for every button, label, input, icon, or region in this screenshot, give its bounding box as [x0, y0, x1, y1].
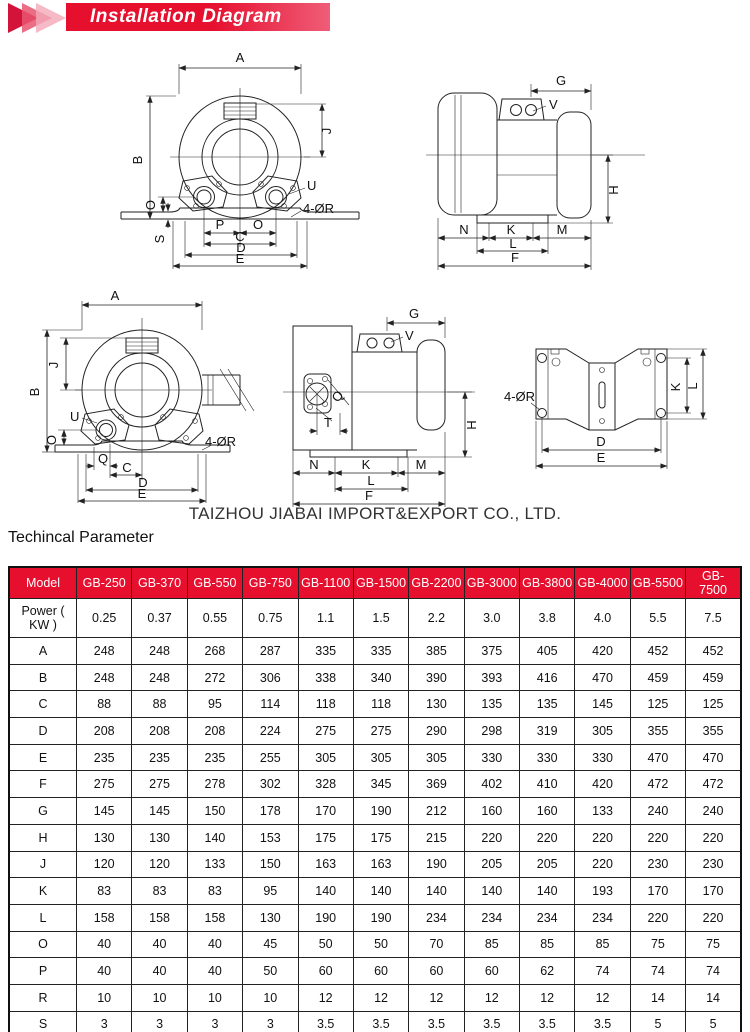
param-cell: 88: [132, 691, 187, 718]
param-cell: 10: [132, 984, 187, 1011]
param-cell: 145: [132, 798, 187, 825]
header-row: [9, 567, 741, 599]
param-cell: 7.5: [686, 599, 741, 638]
param-cell: 3: [132, 1011, 187, 1032]
param-cell: 393: [464, 664, 519, 691]
param-cell: 220: [575, 851, 630, 878]
dim-label-m: M: [415, 457, 427, 472]
param-cell: 120: [77, 851, 132, 878]
dim-label-m: M: [556, 222, 568, 237]
param-cell: 330: [464, 744, 519, 771]
param-cell: 220: [630, 904, 685, 931]
param-cell: 240: [686, 798, 741, 825]
page-title: Installation Diagram: [90, 6, 282, 27]
param-cell: 12: [353, 984, 408, 1011]
param-cell: 420: [575, 638, 630, 665]
dim-label-o-side: O: [143, 199, 158, 211]
param-cell: 95: [243, 878, 298, 905]
param-cell: 60: [353, 958, 408, 985]
param-cell: 10: [187, 984, 242, 1011]
table-row: [9, 1011, 741, 1032]
param-cell: 278: [187, 771, 242, 798]
param-cell: 83: [132, 878, 187, 905]
dim-label-v: V: [405, 328, 414, 343]
param-cell: 150: [187, 798, 242, 825]
param-cell: 208: [77, 718, 132, 745]
dim-label-o-bottom: O: [252, 217, 264, 232]
param-cell: 170: [630, 878, 685, 905]
param-cell: 5: [630, 1011, 685, 1032]
param-cell: 2.2: [409, 599, 464, 638]
dim-label-e: E: [137, 486, 147, 501]
dim-label-s: S: [152, 234, 167, 244]
param-cell: 220: [686, 824, 741, 851]
dim-label-l: L: [685, 382, 700, 390]
column-header: GB-7500: [686, 567, 741, 599]
param-cell: 193: [575, 878, 630, 905]
param-cell: 40: [77, 931, 132, 958]
table-body: [9, 599, 741, 1032]
table-row: [9, 798, 741, 825]
param-cell: 40: [187, 958, 242, 985]
param-cell: 3.8: [520, 599, 575, 638]
param-cell: 355: [630, 718, 685, 745]
param-cell: 268: [187, 638, 242, 665]
param-cell: 0.75: [243, 599, 298, 638]
param-cell: 0.37: [132, 599, 187, 638]
param-cell: 275: [353, 718, 408, 745]
dim-label-a: A: [235, 50, 245, 65]
param-cell: 62: [520, 958, 575, 985]
row-label: F: [9, 771, 77, 798]
row-label: O: [9, 931, 77, 958]
side-view-top: [426, 73, 645, 270]
param-cell: 190: [298, 904, 353, 931]
param-cell: 125: [686, 691, 741, 718]
param-cell: 130: [409, 691, 464, 718]
param-cell: 3.5: [520, 1011, 575, 1032]
param-cell: 328: [298, 771, 353, 798]
row-label: G: [9, 798, 77, 825]
param-cell: 410: [520, 771, 575, 798]
param-cell: 40: [132, 931, 187, 958]
param-cell: 74: [686, 958, 741, 985]
param-cell: 158: [77, 904, 132, 931]
param-cell: 287: [243, 638, 298, 665]
dim-label-f: F: [365, 488, 373, 503]
param-cell: 12: [520, 984, 575, 1011]
param-cell: 120: [132, 851, 187, 878]
param-cell: 335: [298, 638, 353, 665]
dim-label-k: K: [668, 382, 683, 392]
param-cell: 345: [353, 771, 408, 798]
param-cell: 335: [353, 638, 408, 665]
table-row: [9, 718, 741, 745]
param-cell: 272: [187, 664, 242, 691]
param-cell: 10: [77, 984, 132, 1011]
dim-label-b: B: [27, 387, 42, 397]
table-row: [9, 984, 741, 1011]
column-header: GB-3000: [464, 567, 519, 599]
param-cell: 3.5: [464, 1011, 519, 1032]
param-cell: 220: [520, 824, 575, 851]
dim-label-d: D: [236, 240, 246, 255]
param-cell: 74: [575, 958, 630, 985]
param-cell: 190: [353, 904, 408, 931]
dim-label-n: N: [459, 222, 469, 237]
param-cell: 319: [520, 718, 575, 745]
param-cell: 50: [298, 931, 353, 958]
row-label: P: [9, 958, 77, 985]
param-cell: 3: [243, 1011, 298, 1032]
dim-label-u: U: [70, 409, 80, 424]
dim-label-k: K: [506, 222, 516, 237]
param-cell: 60: [298, 958, 353, 985]
param-cell: 248: [132, 664, 187, 691]
dim-label-e: E: [235, 251, 245, 266]
dim-label-q: Q: [328, 387, 347, 405]
param-cell: 130: [77, 824, 132, 851]
param-cell: 83: [77, 878, 132, 905]
column-header: GB-370: [132, 567, 187, 599]
param-cell: 355: [686, 718, 741, 745]
param-cell: 70: [409, 931, 464, 958]
param-cell: 452: [686, 638, 741, 665]
dim-label-k: K: [361, 457, 371, 472]
param-cell: 248: [77, 664, 132, 691]
param-cell: 275: [298, 718, 353, 745]
param-cell: 85: [575, 931, 630, 958]
dim-label-h: H: [606, 185, 621, 195]
column-header: GB-1500: [353, 567, 408, 599]
dim-label-c: C: [122, 460, 132, 475]
column-header: GB-4000: [575, 567, 630, 599]
dim-label-f: F: [511, 250, 519, 265]
row-label: C: [9, 691, 77, 718]
table-row: [9, 744, 741, 771]
param-cell: 0.25: [77, 599, 132, 638]
param-cell: 290: [409, 718, 464, 745]
row-label: E: [9, 744, 77, 771]
column-header: GB-5500: [630, 567, 685, 599]
dim-label-q: Q: [97, 451, 109, 466]
table-row: [9, 958, 741, 985]
param-cell: 220: [686, 904, 741, 931]
table-row: [9, 691, 741, 718]
param-cell: 234: [409, 904, 464, 931]
param-cell: 338: [298, 664, 353, 691]
param-cell: 3.5: [353, 1011, 408, 1032]
param-cell: 140: [187, 824, 242, 851]
dim-label-j: J: [319, 127, 334, 135]
param-cell: 305: [298, 744, 353, 771]
param-cell: 205: [520, 851, 575, 878]
dim-label-u: U: [307, 178, 317, 193]
dim-label-l: L: [509, 236, 517, 251]
column-header: GB-550: [187, 567, 242, 599]
column-header: GB-3800: [520, 567, 575, 599]
param-cell: 3: [77, 1011, 132, 1032]
param-cell: 40: [77, 958, 132, 985]
param-cell: 1.1: [298, 599, 353, 638]
param-cell: 385: [409, 638, 464, 665]
param-cell: 452: [630, 638, 685, 665]
param-cell: 255: [243, 744, 298, 771]
installation-diagram: [0, 0, 750, 515]
param-cell: 208: [132, 718, 187, 745]
param-cell: 220: [464, 824, 519, 851]
param-cell: 405: [520, 638, 575, 665]
param-cell: 133: [575, 798, 630, 825]
param-cell: 170: [686, 878, 741, 905]
param-cell: 3.5: [575, 1011, 630, 1032]
param-cell: 369: [409, 771, 464, 798]
param-cell: 305: [409, 744, 464, 771]
dim-label-d: D: [596, 434, 606, 449]
param-cell: 130: [243, 904, 298, 931]
table-row: [9, 931, 741, 958]
param-cell: 5: [686, 1011, 741, 1032]
row-label: K: [9, 878, 77, 905]
param-cell: 275: [132, 771, 187, 798]
param-cell: 135: [464, 691, 519, 718]
param-cell: 135: [520, 691, 575, 718]
param-cell: 88: [77, 691, 132, 718]
table-row: [9, 904, 741, 931]
param-cell: 190: [409, 851, 464, 878]
param-cell: 305: [353, 744, 408, 771]
param-cell: 12: [409, 984, 464, 1011]
dim-label-g: G: [555, 73, 567, 88]
param-cell: 230: [686, 851, 741, 878]
dim-label-c: C: [235, 229, 245, 244]
dim-label-t: T: [324, 415, 332, 430]
param-cell: 14: [630, 984, 685, 1011]
param-cell: 375: [464, 638, 519, 665]
param-cell: 45: [243, 931, 298, 958]
param-cell: 170: [298, 798, 353, 825]
param-cell: 275: [77, 771, 132, 798]
param-cell: 248: [77, 638, 132, 665]
param-cell: 163: [353, 851, 408, 878]
param-cell: 12: [575, 984, 630, 1011]
dim-label-g: G: [408, 306, 420, 321]
dim-label-n: N: [309, 457, 319, 472]
row-label: B: [9, 664, 77, 691]
column-header: GB-1100: [298, 567, 353, 599]
param-cell: 470: [575, 664, 630, 691]
param-cell: 140: [520, 878, 575, 905]
table-row: [9, 664, 741, 691]
dim-label-holes: 4-ØR: [303, 201, 335, 216]
param-cell: 234: [520, 904, 575, 931]
param-cell: 205: [464, 851, 519, 878]
param-cell: 472: [686, 771, 741, 798]
param-cell: 230: [630, 851, 685, 878]
table-row: [9, 851, 741, 878]
param-cell: 234: [575, 904, 630, 931]
param-cell: 145: [77, 798, 132, 825]
param-cell: 125: [630, 691, 685, 718]
row-label: A: [9, 638, 77, 665]
param-cell: 3.5: [298, 1011, 353, 1032]
dim-label-e: E: [596, 450, 606, 465]
param-cell: 160: [520, 798, 575, 825]
param-cell: 390: [409, 664, 464, 691]
param-cell: 208: [187, 718, 242, 745]
param-cell: 224: [243, 718, 298, 745]
mounting-bracket-view: [504, 349, 707, 469]
param-cell: 12: [464, 984, 519, 1011]
param-cell: 85: [464, 931, 519, 958]
param-cell: 50: [353, 931, 408, 958]
table-row: [9, 599, 741, 638]
param-cell: 330: [520, 744, 575, 771]
param-cell: 133: [187, 851, 242, 878]
dim-label-a: A: [110, 288, 120, 303]
param-cell: 3.0: [464, 599, 519, 638]
row-label: J: [9, 851, 77, 878]
param-cell: 298: [464, 718, 519, 745]
param-cell: 140: [298, 878, 353, 905]
dim-label-l: L: [367, 473, 375, 488]
param-cell: 140: [409, 878, 464, 905]
param-cell: 60: [464, 958, 519, 985]
dim-label-holes: 4-ØR: [205, 434, 237, 449]
param-cell: 114: [243, 691, 298, 718]
param-cell: 3: [187, 1011, 242, 1032]
param-cell: 140: [464, 878, 519, 905]
param-cell: 4.0: [575, 599, 630, 638]
param-cell: 302: [243, 771, 298, 798]
table-row: [9, 824, 741, 851]
param-cell: 160: [464, 798, 519, 825]
table-row: [9, 771, 741, 798]
row-label: Power ( KW ): [9, 599, 77, 638]
param-cell: 175: [298, 824, 353, 851]
param-cell: 60: [409, 958, 464, 985]
param-cell: 158: [187, 904, 242, 931]
param-cell: 330: [575, 744, 630, 771]
param-cell: 220: [630, 824, 685, 851]
row-label: R: [9, 984, 77, 1011]
param-cell: 85: [520, 931, 575, 958]
param-cell: 340: [353, 664, 408, 691]
param-cell: 235: [77, 744, 132, 771]
parameter-table: [8, 566, 742, 1032]
param-cell: 215: [409, 824, 464, 851]
side-view-bottom: [283, 306, 479, 507]
param-cell: 75: [630, 931, 685, 958]
param-cell: 50: [243, 958, 298, 985]
param-cell: 145: [575, 691, 630, 718]
param-cell: 12: [298, 984, 353, 1011]
param-cell: 83: [187, 878, 242, 905]
param-cell: 470: [686, 744, 741, 771]
param-cell: 175: [353, 824, 408, 851]
param-cell: 416: [520, 664, 575, 691]
column-header: GB-750: [243, 567, 298, 599]
param-cell: 0.55: [187, 599, 242, 638]
dim-label-b: B: [130, 155, 145, 165]
param-cell: 163: [298, 851, 353, 878]
param-cell: 158: [132, 904, 187, 931]
param-cell: 220: [575, 824, 630, 851]
param-cell: 5.5: [630, 599, 685, 638]
param-cell: 248: [132, 638, 187, 665]
dim-label-d: D: [138, 475, 148, 490]
table-header: [9, 567, 741, 599]
param-cell: 235: [132, 744, 187, 771]
param-cell: 118: [353, 691, 408, 718]
company-name: TAIZHOU JIABAI IMPORT&EXPORT CO., LTD.: [188, 504, 562, 523]
param-cell: 305: [575, 718, 630, 745]
model-column-header: Model: [9, 567, 77, 599]
front-view-top: [121, 50, 359, 269]
row-label: S: [9, 1011, 77, 1032]
dim-label-o: O: [44, 434, 59, 446]
param-cell: 178: [243, 798, 298, 825]
param-cell: 153: [243, 824, 298, 851]
param-cell: 420: [575, 771, 630, 798]
param-cell: 150: [243, 851, 298, 878]
param-cell: 1.5: [353, 599, 408, 638]
row-label: H: [9, 824, 77, 851]
param-cell: 95: [187, 691, 242, 718]
table-row: [9, 638, 741, 665]
param-cell: 75: [686, 931, 741, 958]
param-cell: 14: [686, 984, 741, 1011]
section-title: Techincal Parameter: [8, 529, 154, 546]
column-header: GB-250: [77, 567, 132, 599]
row-label: D: [9, 718, 77, 745]
param-cell: 190: [353, 798, 408, 825]
dim-label-j: J: [46, 361, 61, 369]
param-cell: 212: [409, 798, 464, 825]
param-cell: 472: [630, 771, 685, 798]
param-cell: 74: [630, 958, 685, 985]
table-row: [9, 878, 741, 905]
dim-label-holes: 4-ØR: [504, 389, 536, 404]
dim-label-h: H: [464, 420, 479, 430]
param-cell: 459: [686, 664, 741, 691]
param-cell: 459: [630, 664, 685, 691]
param-cell: 306: [243, 664, 298, 691]
column-header: GB-2200: [409, 567, 464, 599]
param-cell: 40: [132, 958, 187, 985]
param-cell: 40: [187, 931, 242, 958]
param-cell: 118: [298, 691, 353, 718]
param-cell: 3.5: [409, 1011, 464, 1032]
param-cell: 140: [353, 878, 408, 905]
param-cell: 10: [243, 984, 298, 1011]
param-cell: 235: [187, 744, 242, 771]
dim-label-p: P: [215, 217, 225, 232]
row-label: L: [9, 904, 77, 931]
dim-label-v: V: [549, 97, 558, 112]
param-cell: 130: [132, 824, 187, 851]
param-cell: 470: [630, 744, 685, 771]
front-view-bottom: [27, 288, 254, 503]
param-cell: 234: [464, 904, 519, 931]
param-cell: 240: [630, 798, 685, 825]
param-cell: 402: [464, 771, 519, 798]
